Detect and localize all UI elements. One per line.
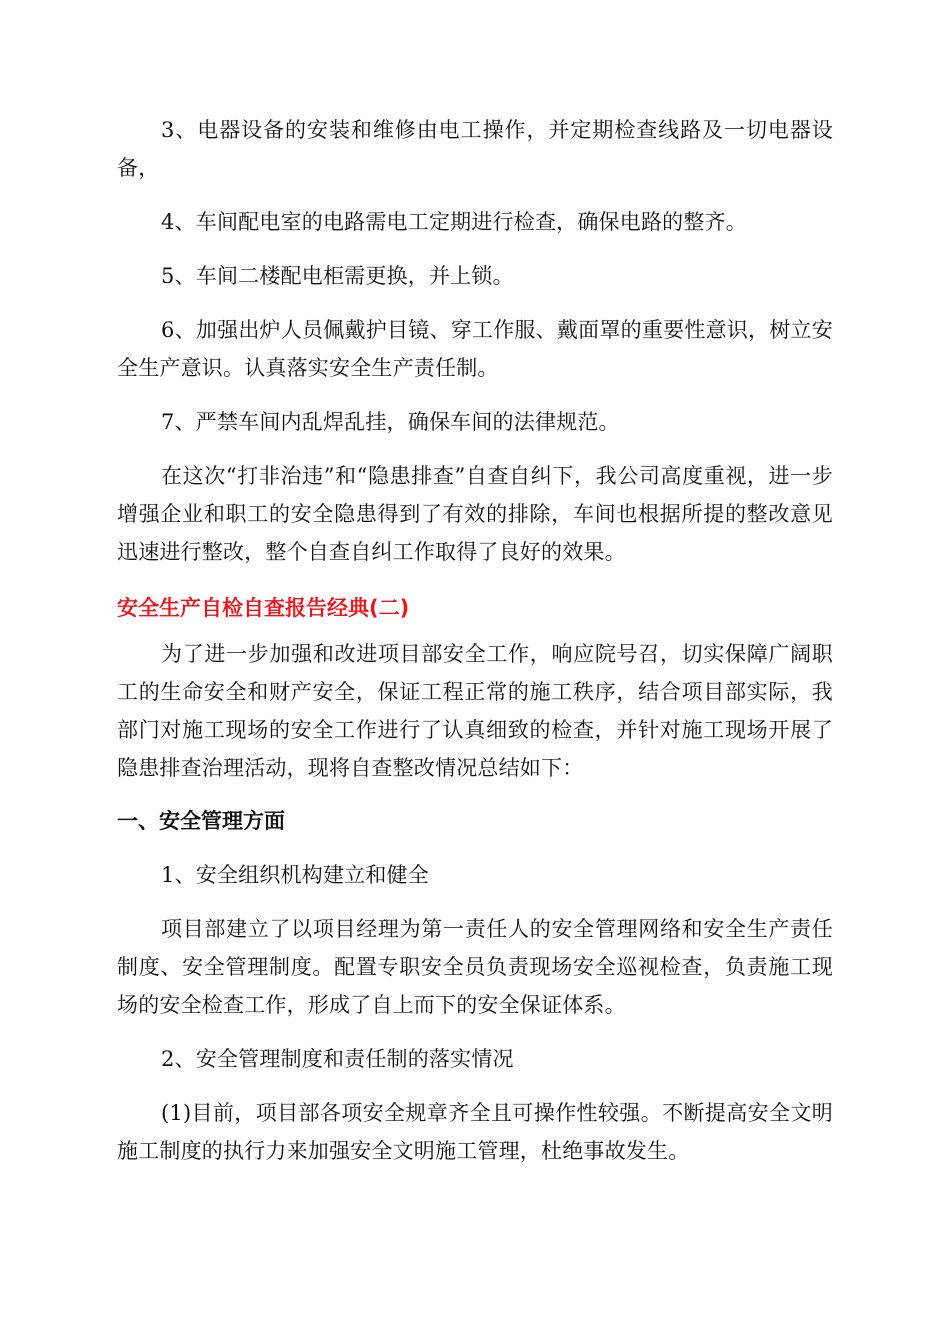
- paragraph-item-6: 6、加强出炉人员佩戴护目镜、穿工作服、戴面罩的重要性意识，树立安全生产意识。认真落实安全生产责任制。: [117, 318, 833, 380]
- paragraph-conclusion: 在这次“打非治违”和“隐患排查”自查自纠下，我公司高度重视，进一步增强企业和职工的安全隐患得到了有效的排除，车间也根据所提的整改意见迅速进行整改，整个自查自纠工作取得了良好的效果。: [117, 464, 833, 564]
- item-2-title: 2、安全管理制度和责任制的落实情况: [161, 1047, 514, 1071]
- item-1-body: 项目部建立了以项目经理为第一责任人的安全管理网络和安全生产责任制度、安全管理制度。配置专职安全员负责现场安全巡视检查，负责施工现场的安全检查工作，形成了自上而下的安全保证体系。: [117, 917, 833, 1017]
- paragraph-item-7: 7、严禁车间内乱焊乱挂，确保车间的法律规范。: [161, 410, 620, 434]
- section-title: 安全生产自检自查报告经典(二): [117, 596, 410, 620]
- intro-paragraph: 为了进一步加强和改进项目部安全工作，响应院号召，切实保障广阔职工的生命安全和财产安全，保证工程正常的施工秩序，结合项目部实际，我部门对施工现场的安全工作进行了认真细致的检查，并针对施工现场开展了隐患排查治理活动，现将自查整改情况总结如下：: [117, 642, 833, 780]
- item-1-title: 1、安全组织机构建立和健全: [161, 863, 429, 887]
- paragraph-item-4: 4、车间配电室的电路需电工定期进行检查，确保电路的整齐。: [161, 210, 747, 234]
- paragraph-item-5: 5、车间二楼配电柜需更换，并上锁。: [161, 264, 514, 288]
- item-2-body: (1)目前，项目部各项安全规章齐全且可操作性较强。不断提高安全文明施工制度的执行力来加强安全文明施工管理，杜绝事故发生。: [117, 1101, 833, 1163]
- paragraph-item-3: 3、电器设备的安装和维修由电工操作，并定期检查线路及一切电器设备，: [117, 118, 833, 180]
- heading-safety-management: 一、安全管理方面: [117, 809, 285, 833]
